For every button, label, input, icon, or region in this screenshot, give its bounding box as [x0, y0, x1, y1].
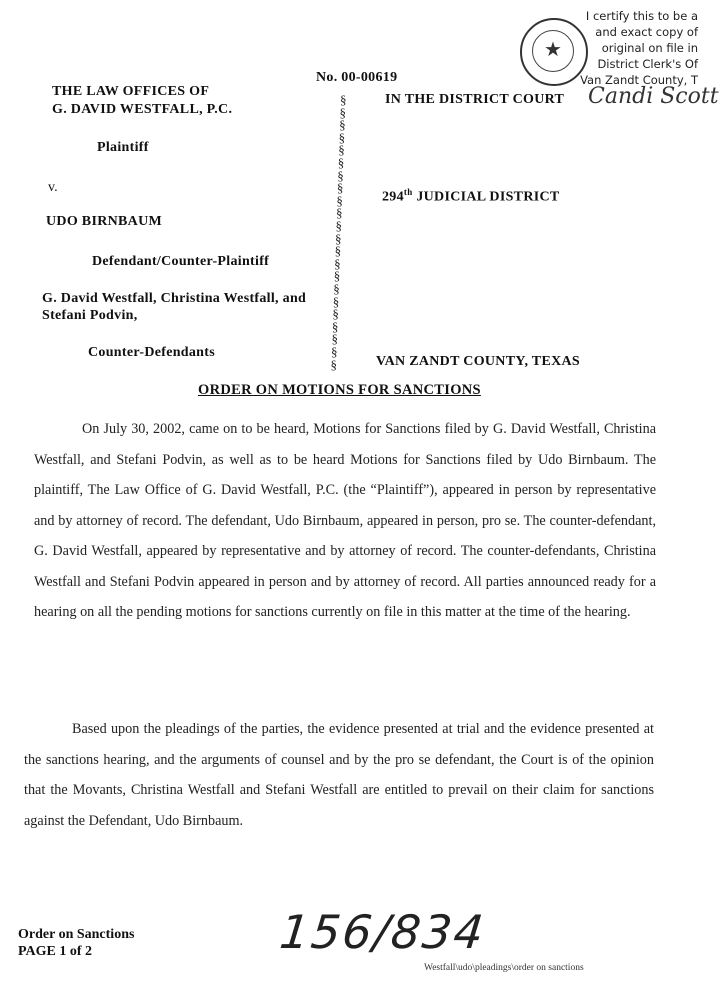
footer-page-number: PAGE 1 of 2 [18, 944, 93, 959]
clerk-signature: Candi Scott [588, 84, 719, 109]
file-path: Westfall\udo\pleadings\order on sanctions [424, 963, 584, 973]
section-symbol: § [331, 344, 338, 359]
section-symbol: § [332, 293, 340, 309]
footer-doc-info [18, 926, 134, 960]
cert-line: and exact copy of [595, 25, 698, 39]
versus: v. [48, 180, 58, 195]
district-number: 294 [382, 189, 404, 205]
plaintiff-name-line1: THE LAW OFFICES OF [52, 84, 210, 99]
section-symbol: § [334, 243, 342, 259]
section-symbol: § [335, 205, 343, 221]
section-symbol: § [339, 104, 347, 120]
defendant-name: UDO BIRNBAUM [46, 214, 162, 229]
section-symbol: § [336, 180, 344, 196]
body-paragraph-2 [24, 714, 654, 836]
section-symbol: § [340, 92, 347, 107]
handwritten-file-number: 156/834 [277, 905, 488, 959]
cert-line: Van Zandt County, T [580, 73, 698, 87]
defendant-role: Defendant/Counter-Plaintiff [92, 254, 270, 269]
section-symbol: § [331, 331, 338, 347]
order-title: ORDER ON MOTIONS FOR SANCTIONS [198, 382, 481, 398]
footer-doc-title: Order on Sanctions [18, 927, 135, 942]
section-symbol: § [337, 155, 345, 170]
body-paragraph-1 [34, 414, 656, 628]
section-symbol: § [335, 230, 342, 246]
district-suffix: th [403, 187, 413, 197]
counter-defendants-line2: Stefani Podvin, [42, 308, 138, 323]
cert-line: original on file in [601, 41, 698, 55]
star-icon: ★ [544, 39, 562, 61]
court-name: IN THE DISTRICT COURT [385, 92, 565, 107]
section-symbol: § [335, 218, 342, 233]
paragraph-text: On July 30, 2002, came on to be heard, Motions for Sanctions filed by G. David Westfall, Christina Westfall, and Stefani Podvin, as well as to be heard Motions for Sanctions filed by Udo Birnbaum. The plaintiff, The Law Office of G. David Westfall, P.C. (the “Plaintiff”), appeared in person by representative and by attorney of record. The defendant, Udo Birnbaum, appeared in person, pro se. The counter-defendant, G. David Westfall, appeared by representative and by attorney of record. The counter-defendants, Christina Westfall and Stefani Podvin appeared in person and by attorney of record. All parties announced ready for a hearing on all the pending motions for sanctions currently on file in this matter at the time of the hearing. [34, 421, 656, 620]
section-symbol: § [336, 192, 343, 208]
plaintiff-name-line2: G. DAVID WESTFALL, P.C. [52, 102, 233, 117]
section-symbol: § [334, 255, 341, 271]
district-label: JUDICIAL DISTRICT [416, 189, 560, 205]
section-symbol: § [338, 129, 346, 145]
cert-line: I certify this to be a [585, 9, 698, 23]
counter-defendants-role: Counter-Defendants [88, 345, 215, 360]
seal-inner-ring [532, 30, 574, 72]
section-symbol: § [339, 117, 346, 133]
section-symbol: § [332, 306, 339, 322]
paragraph-text: Based upon the pleadings of the parties, the evidence presented at trial and the evidence presented at the sanctions hearing, and the arguments of counsel and by the pro se defendant, the Court is of the opinion that the Movants, Christina Westfall and Stefani Westfall are entitled to prevail on their claim for sanctions against the Defendant, Udo Birnbaum. [24, 721, 654, 829]
judicial-district [382, 187, 560, 206]
plaintiff-role: Plaintiff [97, 140, 149, 155]
county: VAN ZANDT COUNTY, TEXAS [376, 354, 580, 369]
cert-line: District Clerk's Of [597, 57, 698, 71]
case-number: No. 00-00619 [316, 70, 398, 85]
section-symbol: § [333, 268, 341, 284]
section-symbol: § [338, 142, 345, 158]
counter-defendants-line1: G. David Westfall, Christina Westfall, and [42, 291, 307, 306]
section-symbol: § [333, 281, 340, 296]
certification-stamp [578, 8, 698, 88]
section-symbol: § [330, 356, 338, 372]
section-symbol: § [331, 318, 339, 334]
section-symbol: § [337, 167, 344, 183]
